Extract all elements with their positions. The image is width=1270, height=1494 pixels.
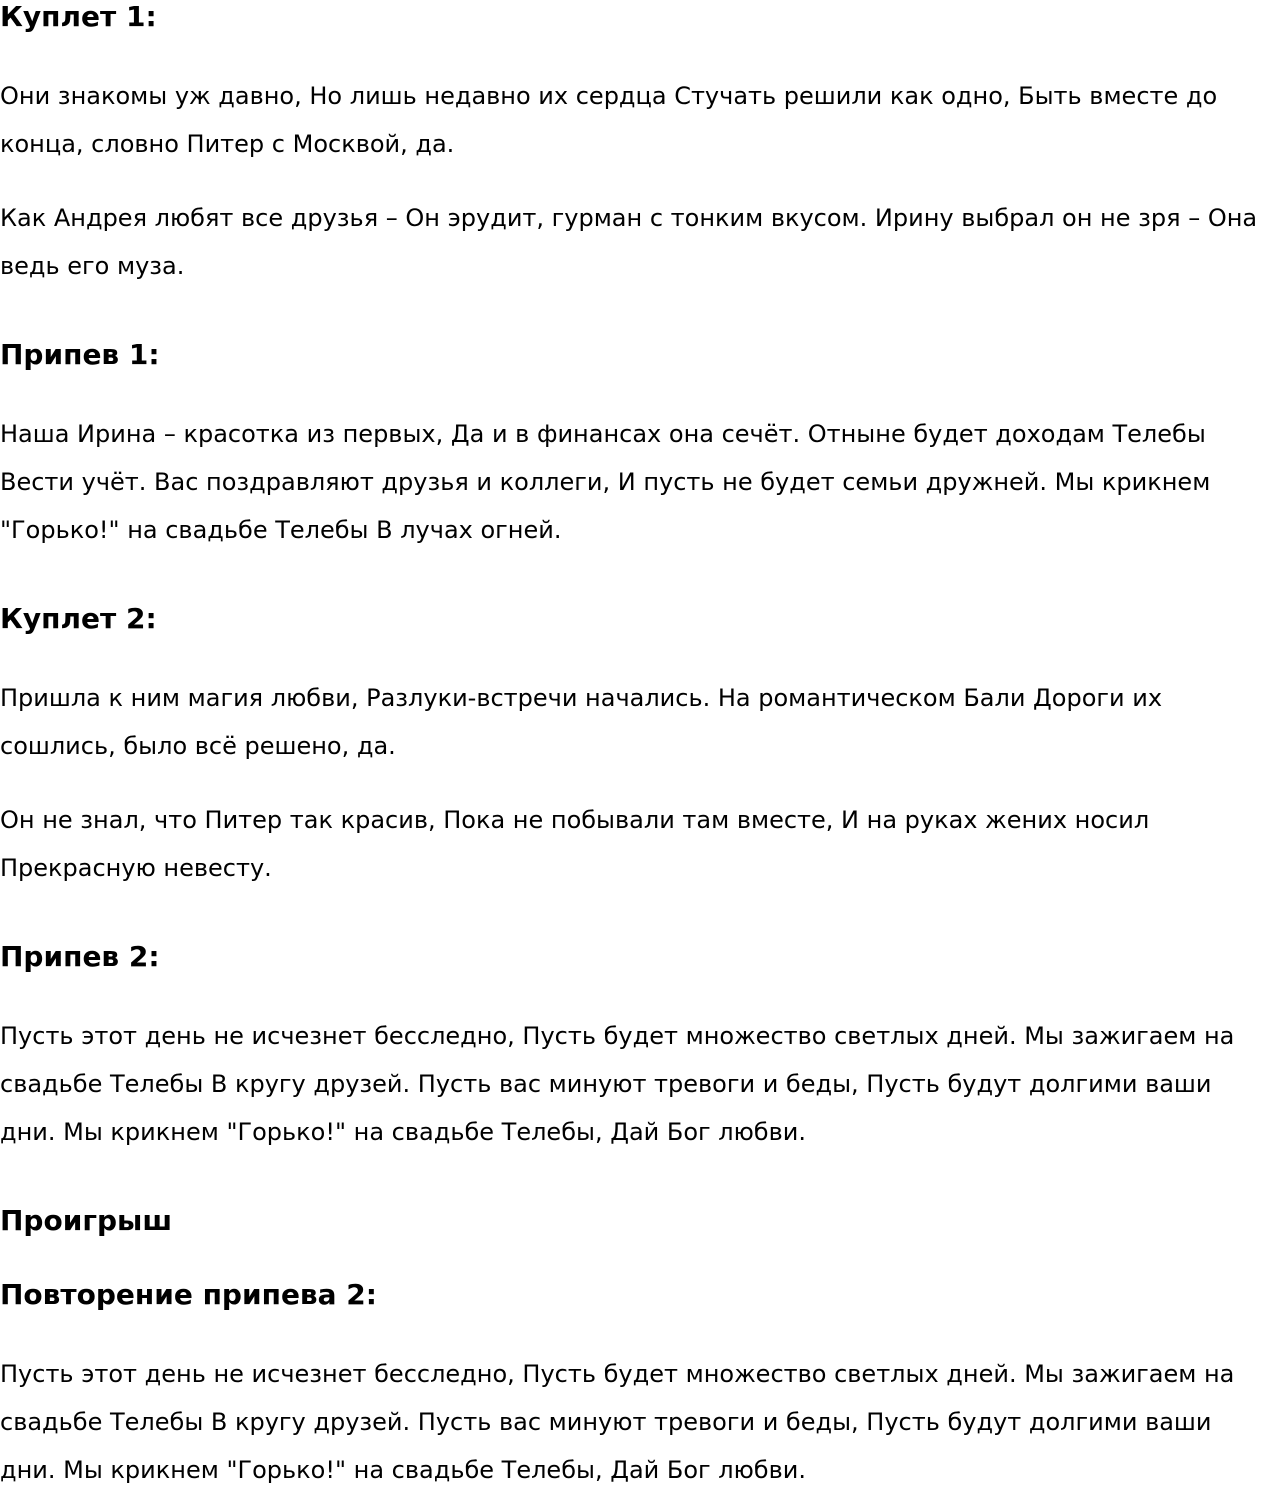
section-heading-chorus-2: Припев 2: [0,940,160,973]
chorus-2-paragraph-1: Пусть этот день не исчезнет бесследно, Пусть будет множество светлых дней. Мы зажигаем на свадьбе Телебы В кругу друзей. Пусть вас минуют тревоги и беды, Пусть будут долгими ваши дни. Мы крикнем "Горько!" на свадьбе Телебы, Дай Бог любви. [0,1022,1235,1146]
section-heading-chorus-1: Припев 1: [0,338,160,371]
verse-1-paragraph-1: Они знакомы уж давно, Но лишь недавно их сердца Стучать решили как одно, Быть вместе до конца, словно Питер с Москвой, да. [0,82,1218,158]
section-heading-chorus-2-repeat: Повторение припева 2: [0,1278,377,1311]
verse-2-paragraph-1: Пришла к ним магия любви, Разлуки-встречи начались. На романтическом Бали Дороги их сошлись, было всё решено, да. [0,684,1163,760]
section-heading-interlude: Проигрыш [0,1204,173,1237]
section-heading-verse-1: Куплет 1: [0,0,157,33]
section-heading-verse-2: Куплет 2: [0,602,157,635]
verse-1-paragraph-2: Как Андрея любят все друзья – Он эрудит, гурман с тонким вкусом. Ирину выбрал он не зря – Она ведь его муза. [0,204,1258,280]
chorus-1-paragraph-1: Наша Ирина – красотка из первых, Да и в финансах она сечёт. Отныне будет доходам Телебы Вести учёт. Вас поздравляют друзья и коллеги, И пусть не будет семьи дружней. Мы крикнем "Горько!" на свадьбе Телебы В лучах огней. [0,420,1211,544]
verse-2-paragraph-2: Он не знал, что Питер так красив, Пока не побывали там вместе, И на руках жених носил Прекрасную невесту. [0,806,1150,882]
chorus-2-repeat-paragraph-1: Пусть этот день не исчезнет бесследно, Пусть будет множество светлых дней. Мы зажигаем на свадьбе Телебы В кругу друзей. Пусть вас минуют тревоги и беды, Пусть будут долгими ваши дни. Мы крикнем "Горько!" на свадьбе Телебы, Дай Бог любви. [0,1360,1235,1484]
